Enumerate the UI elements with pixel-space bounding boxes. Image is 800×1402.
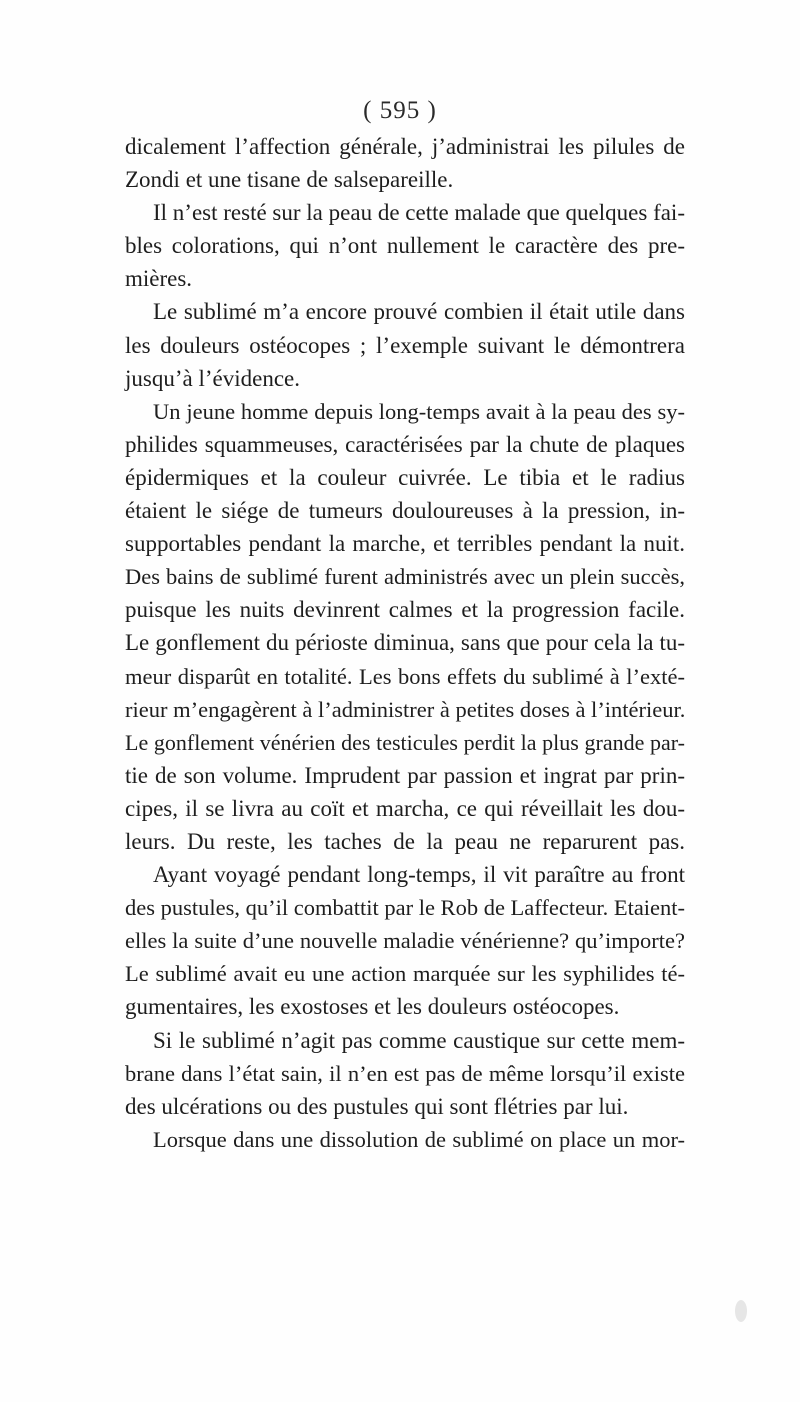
text-line: Des bains de sublimé furent administrés avec un plein succès, [125, 564, 685, 590]
text-line: des ulcérations ou des pustules qui sont flétries par lui. [125, 1093, 629, 1119]
text-line: Le gonflement vénérien des testicules perdit la plus grande par- [125, 729, 685, 755]
text-line: meur disparût en totalité. Les bons effets du sublimé à l’exté- [125, 663, 685, 689]
text-line: philides squammeuses, caractérisées par la chute de plaques [125, 431, 685, 457]
text-line: brane dans l’état sain, il n’en est pas de même lorsqu’il existe [125, 1060, 685, 1086]
text-line: jusqu’à l’évidence. [125, 365, 300, 391]
text-line: étaient le siége de tumeurs douloureuses à la pression, in- [125, 498, 685, 524]
text-line: Le sublimé avait eu une action marquée sur les syphilides té- [125, 961, 685, 987]
text-line: épidermiques et la couleur cuivrée. Le tibia et le radius [125, 464, 685, 490]
text-line: des pustules, qu’il combattit par le Rob de Laffecteur. Etaient- [125, 895, 686, 921]
text-line: cipes, il se livra au coït et marcha, ce qui réveillait les dou- [125, 795, 685, 821]
text-line: les douleurs ostéocopes ; l’exemple suivant le démontrera [125, 332, 685, 358]
text-line: Le sublimé m’a encore prouvé combien il était utile dans [153, 299, 685, 325]
text-line: elles la suite d’une nouvelle maladie vénérienne? qu’importe? [125, 928, 685, 954]
text-line: Zondi et une tisane de salsepareille. [125, 167, 454, 193]
text-line: Ayant voyagé pendant long-temps, il vit paraître au front [153, 862, 685, 888]
text-line: Un jeune homme depuis long-temps avait à la peau des sy- [153, 398, 685, 424]
text-line: dicalement l’affection générale, j’administrai les pilules de [125, 134, 685, 159]
text-line: mières. [125, 266, 193, 292]
text-line: Lorsque dans une dissolution de sublimé on place un mor- [153, 1126, 685, 1152]
text-line: bles colorations, qui n’ont nullement le caractère des pre- [125, 233, 685, 259]
text-line: puisque les nuits devinrent calmes et la progression facile. [125, 597, 685, 623]
text-line: leurs. Du reste, les taches de la peau ne reparurent pas. [125, 828, 685, 854]
text-line: Le gonflement du périoste diminua, sans que pour cela la tu- [125, 630, 685, 656]
page-number: ( 595 ) [363, 97, 437, 124]
paper-stain [735, 1300, 747, 1322]
body-text [125, 130, 685, 1156]
text-line: supportables pendant la marche, et terribles pendant la nuit. [125, 531, 685, 557]
text-line: Si le sublimé n’agit pas comme caustique sur cette mem- [153, 1027, 685, 1053]
text-line: tie de son volume. Imprudent par passion et ingrat par prin- [125, 762, 685, 788]
text-line: rieur m’engagèrent à l’administrer à petites doses à l’intérieur. [125, 696, 686, 722]
text-line: Il n’est resté sur la peau de cette malade que quelques fai- [153, 200, 685, 226]
text-line: gumentaires, les exostoses et les douleurs ostéocopes. [125, 994, 620, 1020]
